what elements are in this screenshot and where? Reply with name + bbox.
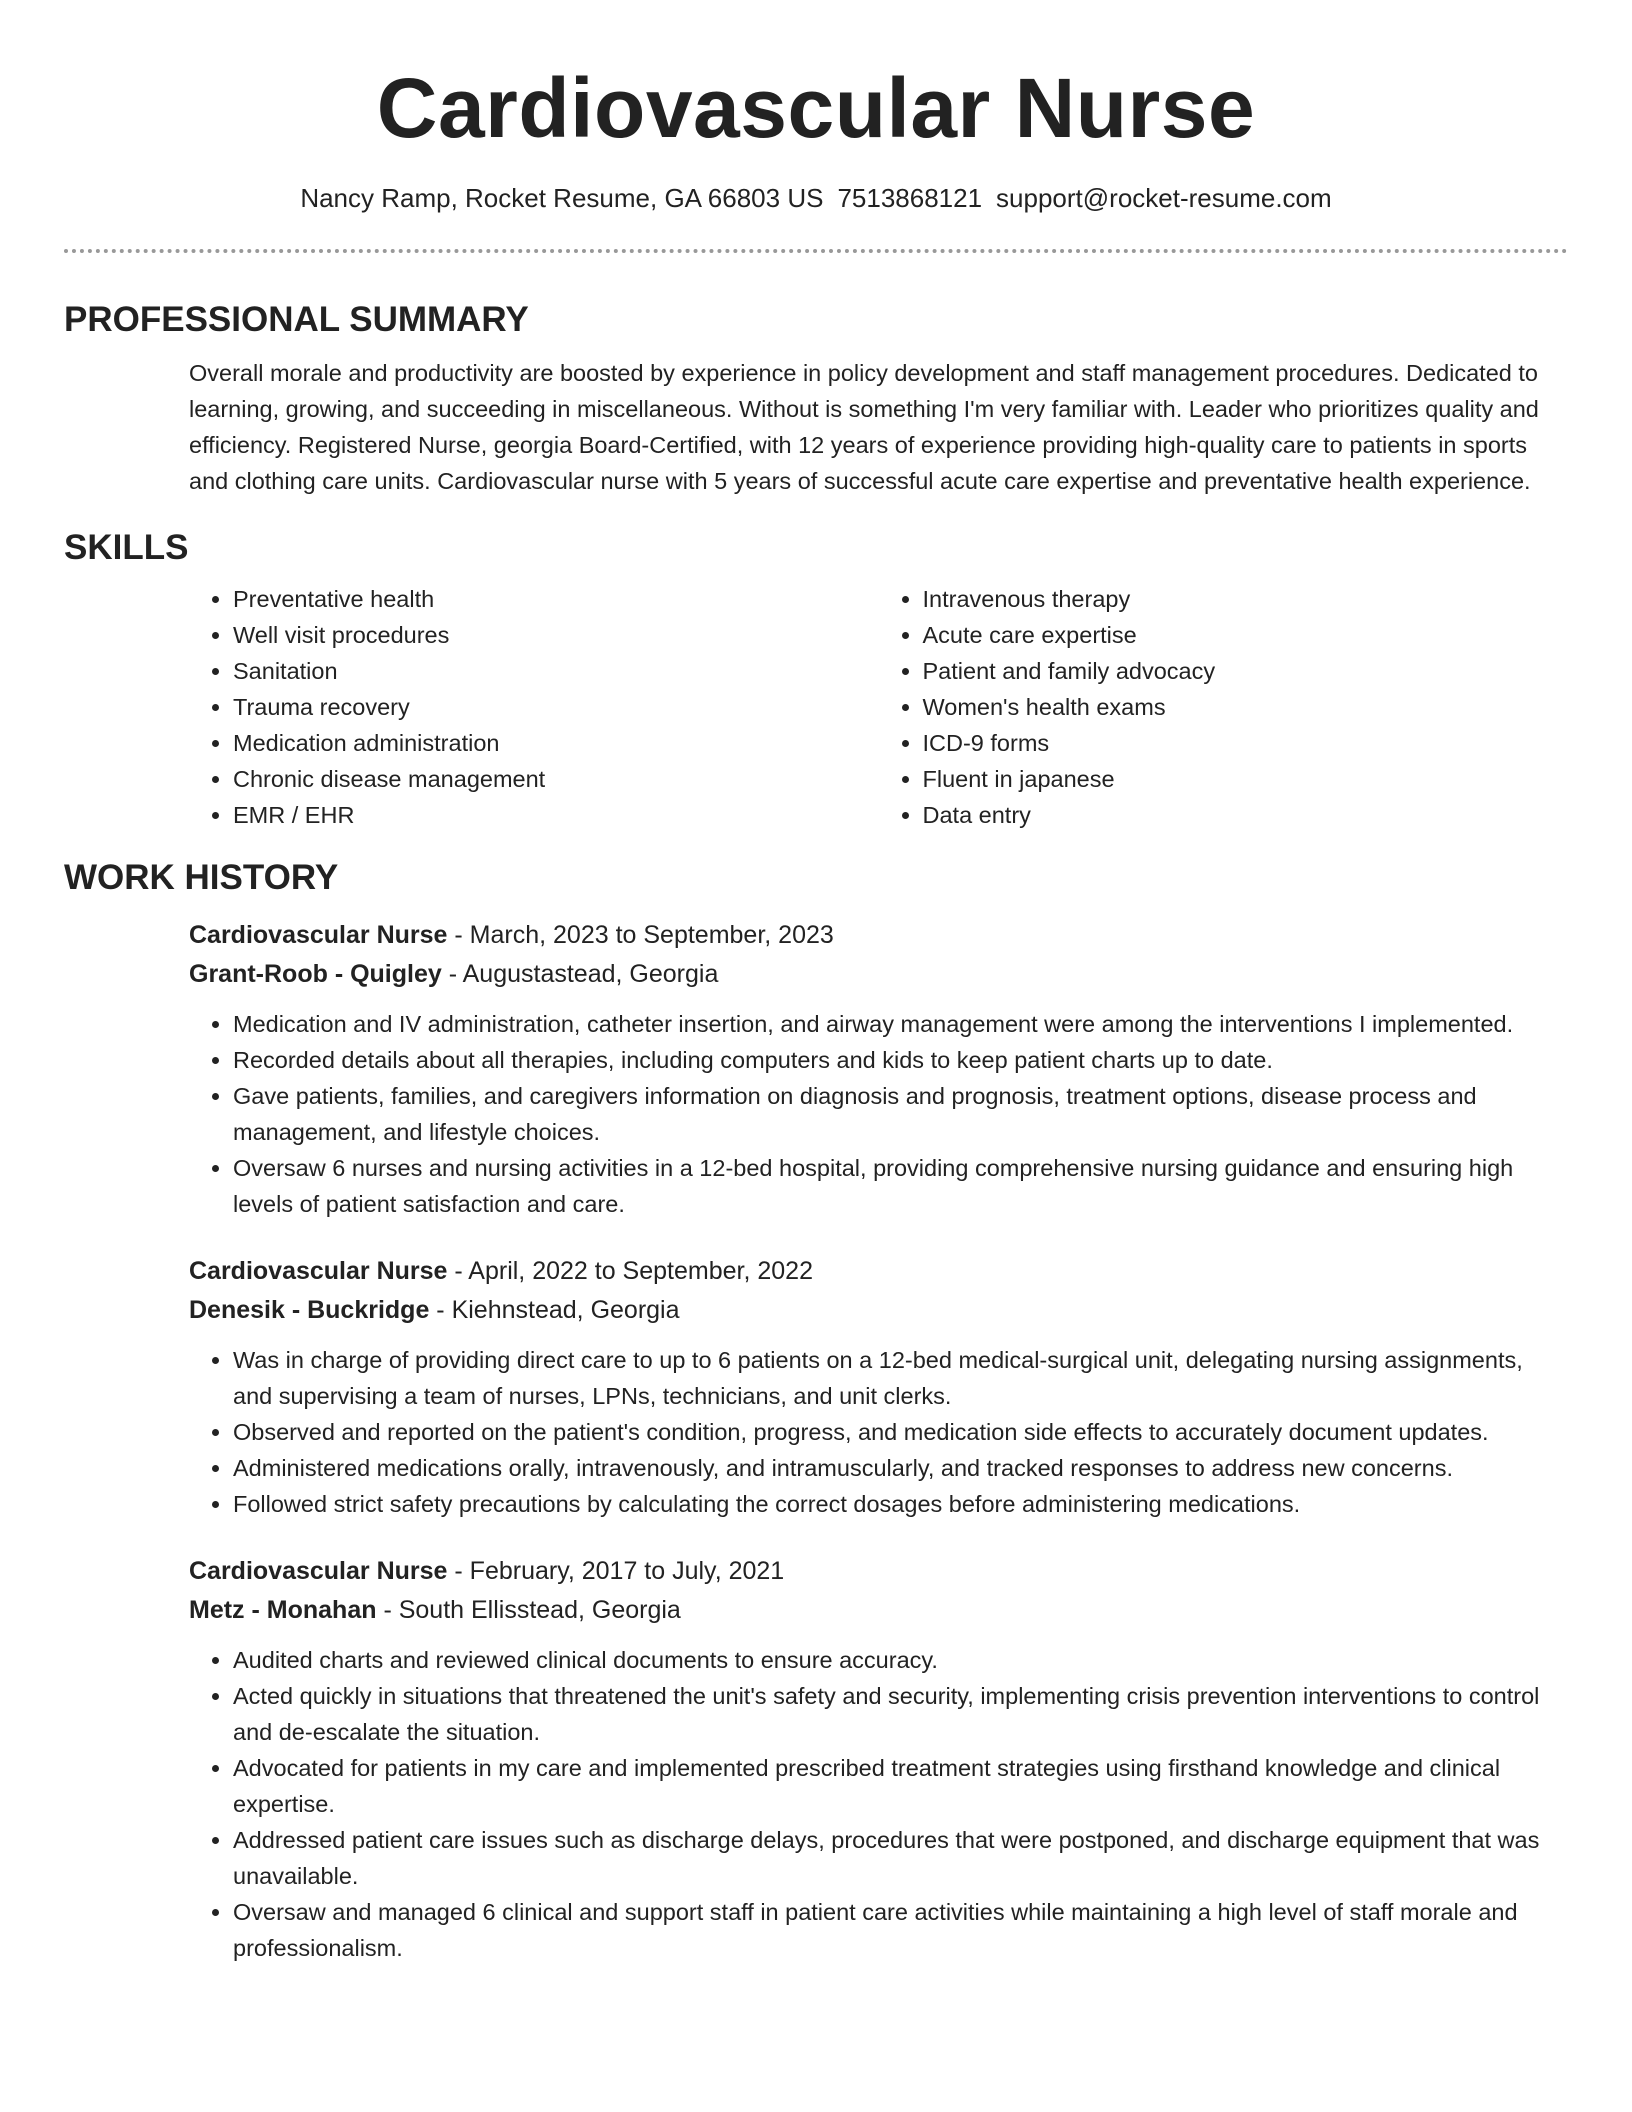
job-bullet: • Medication and IV administration, catheter insertion, and airway management were among the interventions I implemented.	[233, 1006, 1568, 1042]
job-bullet: • Addressed patient care issues such as discharge delays, procedures that were postponed, and discharge equipment that was unavailable.	[233, 1822, 1568, 1894]
skill-item: • Well visit procedures	[233, 617, 879, 653]
job-company-line	[189, 1291, 1568, 1330]
job-bullet: • Gave patients, families, and caregivers information on diagnosis and prognosis, treatment options, disease process and management, and lifestyle choices.	[233, 1078, 1568, 1150]
job-company: Metz - Monahan	[189, 1596, 377, 1624]
professional-summary-section	[64, 298, 1568, 499]
resume-title: Cardiovascular Nurse	[376, 61, 1256, 155]
work-history-section	[64, 856, 1568, 1966]
skill-item: • Fluent in japanese	[923, 761, 1569, 797]
job-company-line	[189, 955, 1568, 994]
job-bullet: • Administered medications orally, intravenously, and intramuscularly, and tracked responses to address new concerns.	[233, 1450, 1568, 1486]
skill-item: • Sanitation	[233, 653, 879, 689]
job-bullets	[189, 1642, 1568, 1966]
job-title-line	[189, 1552, 1568, 1591]
skill-item: • Preventative health	[233, 581, 879, 617]
job-location: - Kiehnstead, Georgia	[429, 1296, 680, 1324]
job-location: - South Ellisstead, Georgia	[376, 1596, 681, 1624]
job-company: Denesik - Buckridge	[189, 1296, 430, 1324]
job-entry	[64, 1252, 1568, 1522]
job-bullet: • Followed strict safety precautions by calculating the correct dosages before administering medications.	[233, 1486, 1568, 1522]
job-bullet: • Recorded details about all therapies, including computers and kids to keep patient charts up to date.	[233, 1042, 1568, 1078]
job-entry	[64, 1552, 1568, 1966]
job-dates: - February, 2017 to July, 2021	[447, 1557, 785, 1585]
skill-item: • Acute care expertise	[923, 617, 1569, 653]
job-title: Cardiovascular Nurse	[189, 1557, 448, 1585]
skill-item: • Women's health exams	[923, 689, 1569, 725]
job-bullets	[189, 1006, 1568, 1222]
section-title-skills: SKILLS	[64, 528, 189, 567]
contact-phone: 7513868121	[837, 183, 983, 213]
skill-item: • Trauma recovery	[233, 689, 879, 725]
job-bullet: • Acted quickly in situations that threatened the unit's safety and security, implementing crisis prevention interventions to control and de-escalate the situation.	[233, 1678, 1568, 1750]
contact-line	[0, 182, 1632, 214]
job-title: Cardiovascular Nurse	[189, 921, 448, 949]
skill-item: • Chronic disease management	[233, 761, 879, 797]
resume-content	[64, 298, 1568, 1966]
job-bullet: • Audited charts and reviewed clinical documents to ensure accuracy.	[233, 1642, 1568, 1678]
job-dates: - March, 2023 to September, 2023	[447, 921, 834, 949]
job-entry	[64, 916, 1568, 1222]
job-bullet: • Oversaw and managed 6 clinical and support staff in patient care activities while maintaining a high level of staff morale and professionalism.	[233, 1894, 1568, 1966]
summary-text: Overall morale and productivity are boosted by experience in policy development and staff management procedures. Dedicated to learning, growing, and succeeding in miscellaneous. Without is something I'm very familiar with. Leader who prioritizes quality and efficiency. Registered Nurse, georgia Board-Certified, with 12 years of experience providing high-quality care to patients in sports and clothing care units. Cardiovascular nurse with 5 years of successful acute care expertise and preventative health experience.	[189, 360, 1539, 494]
skill-item: • ICD-9 forms	[923, 725, 1569, 761]
section-title-summary: PROFESSIONAL SUMMARY	[64, 300, 529, 339]
job-title-line	[189, 1252, 1568, 1291]
skills-list-right	[879, 581, 1569, 833]
job-bullet: • Advocated for patients in my care and implemented prescribed treatment strategies using firsthand knowledge and clinical expertise.	[233, 1750, 1568, 1822]
contact-address: Nancy Ramp, Rocket Resume, GA 66803 US	[300, 183, 824, 213]
job-title: Cardiovascular Nurse	[189, 1257, 448, 1285]
job-bullet: • Was in charge of providing direct care to up to 6 patients on a 12-bed medical-surgical unit, delegating nursing assignments, and supervising a team of nurses, LPNs, technicians, and unit clerks.	[233, 1342, 1568, 1414]
job-bullet: • Observed and reported on the patient's condition, progress, and medication side effects to accurately document updates.	[233, 1414, 1568, 1450]
contact-email: support@rocket-resume.com	[996, 183, 1332, 213]
job-company-line	[189, 1591, 1568, 1630]
job-company: Grant-Roob - Quigley	[189, 960, 442, 988]
header-divider	[64, 249, 1568, 253]
skill-item: • EMR / EHR	[233, 797, 879, 833]
skills-columns	[189, 581, 1568, 833]
skill-item: • Intravenous therapy	[923, 581, 1569, 617]
skill-item: • Data entry	[923, 797, 1569, 833]
job-bullets	[189, 1342, 1568, 1522]
skill-item: • Patient and family advocacy	[923, 653, 1569, 689]
skills-section	[64, 526, 1568, 833]
section-title-work: WORK HISTORY	[64, 858, 339, 897]
job-location: - Augustastead, Georgia	[441, 960, 719, 988]
job-dates: - April, 2022 to September, 2022	[447, 1257, 813, 1285]
skill-item: • Medication administration	[233, 725, 879, 761]
skills-list-left	[189, 581, 879, 833]
job-bullet: • Oversaw 6 nurses and nursing activities in a 12-bed hospital, providing comprehensive nursing guidance and ensuring high levels of patient satisfaction and care.	[233, 1150, 1568, 1222]
job-title-line	[189, 916, 1568, 955]
